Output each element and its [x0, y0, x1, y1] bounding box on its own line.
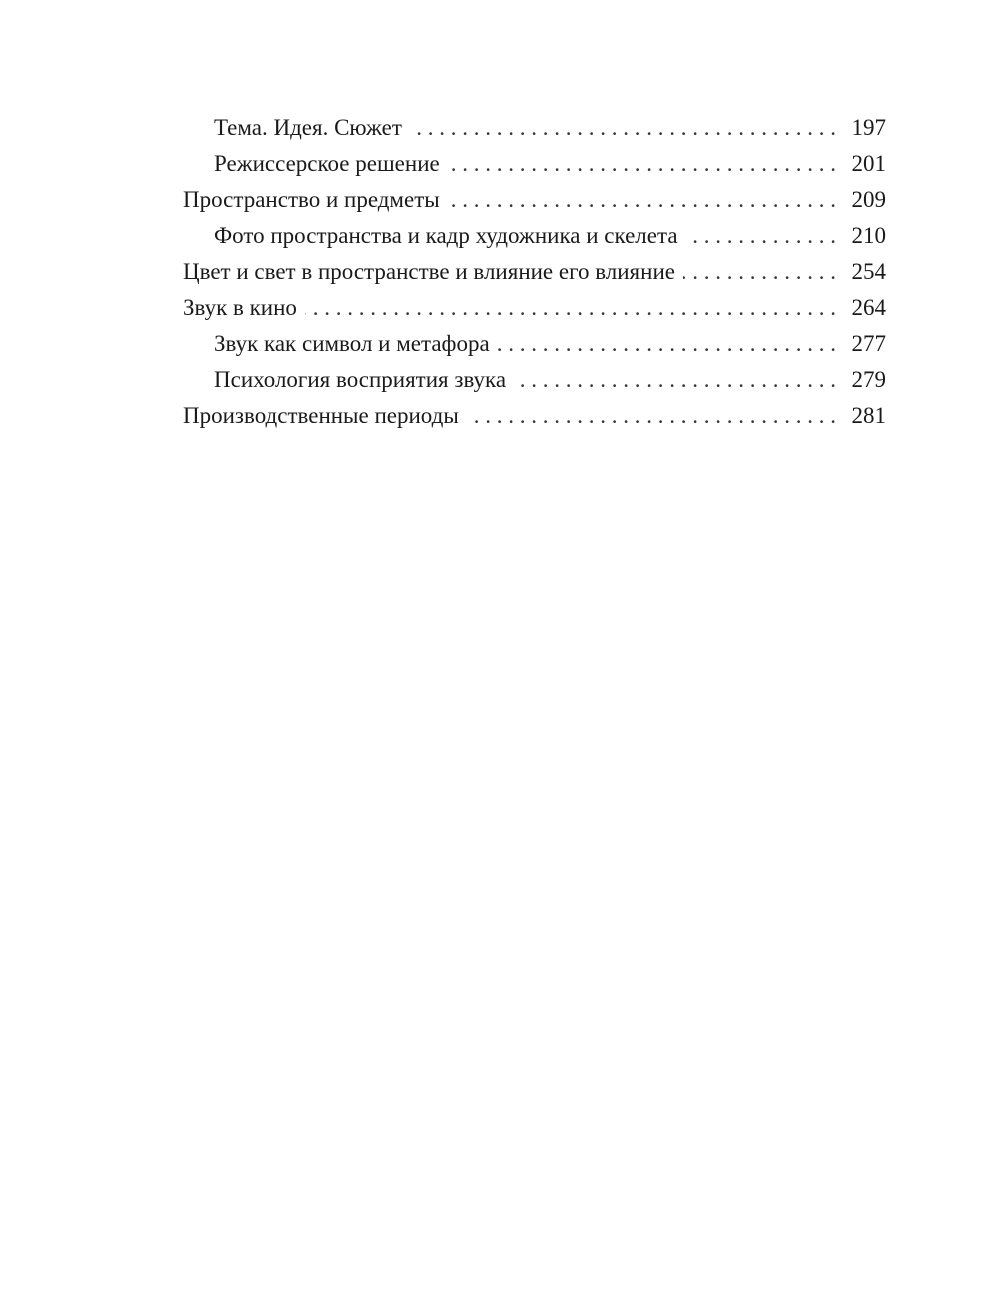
toc-entry-page: 254 — [851, 259, 886, 284]
toc-entry-title: Фото пространства и кадр художника и скелета — [214, 223, 678, 248]
toc-entry-page: 210 — [851, 223, 886, 248]
toc-entry — [183, 326, 886, 362]
table-of-contents — [183, 110, 886, 434]
toc-entry-title: Тема. Идея. Сюжет — [214, 115, 402, 140]
toc-entry-page: 277 — [851, 331, 886, 356]
toc-entry-page: 197 — [851, 115, 886, 140]
toc-entry-page: 209 — [851, 187, 886, 212]
toc-dot-leader — [305, 290, 836, 326]
toc-entry — [183, 110, 886, 146]
toc-dot-leader — [448, 182, 836, 218]
toc-entry-page: 279 — [851, 367, 886, 392]
toc-entry — [183, 182, 886, 218]
toc-entry-title: Пространство и предметы — [183, 187, 440, 212]
toc-dot-leader — [683, 254, 836, 290]
toc-entry-title: Звук в кино — [183, 295, 297, 320]
toc-entry-title: Звук как символ и метафора — [214, 331, 490, 356]
toc-entry — [183, 398, 886, 434]
toc-entry — [183, 254, 886, 290]
toc-dot-leader — [467, 398, 836, 434]
toc-entry-page: 201 — [851, 151, 886, 176]
toc-entry — [183, 362, 886, 398]
toc-dot-leader — [514, 362, 836, 398]
toc-dot-leader — [686, 218, 836, 254]
toc-entry-page: 281 — [851, 403, 886, 428]
toc-dot-leader — [498, 326, 836, 362]
toc-entry — [183, 218, 886, 254]
toc-entry — [183, 290, 886, 326]
toc-entry-title: Психология восприятия звука — [214, 367, 507, 392]
toc-entry-title: Производственные периоды — [183, 403, 459, 428]
toc-entry — [183, 146, 886, 182]
toc-entry-page: 264 — [851, 295, 886, 320]
toc-dot-leader — [448, 146, 836, 182]
toc-entry-title: Режиссерское решение — [214, 151, 440, 176]
toc-dot-leader — [410, 110, 836, 146]
toc-entry-title: Цвет и свет в пространстве и влияние его влияние — [183, 259, 675, 284]
